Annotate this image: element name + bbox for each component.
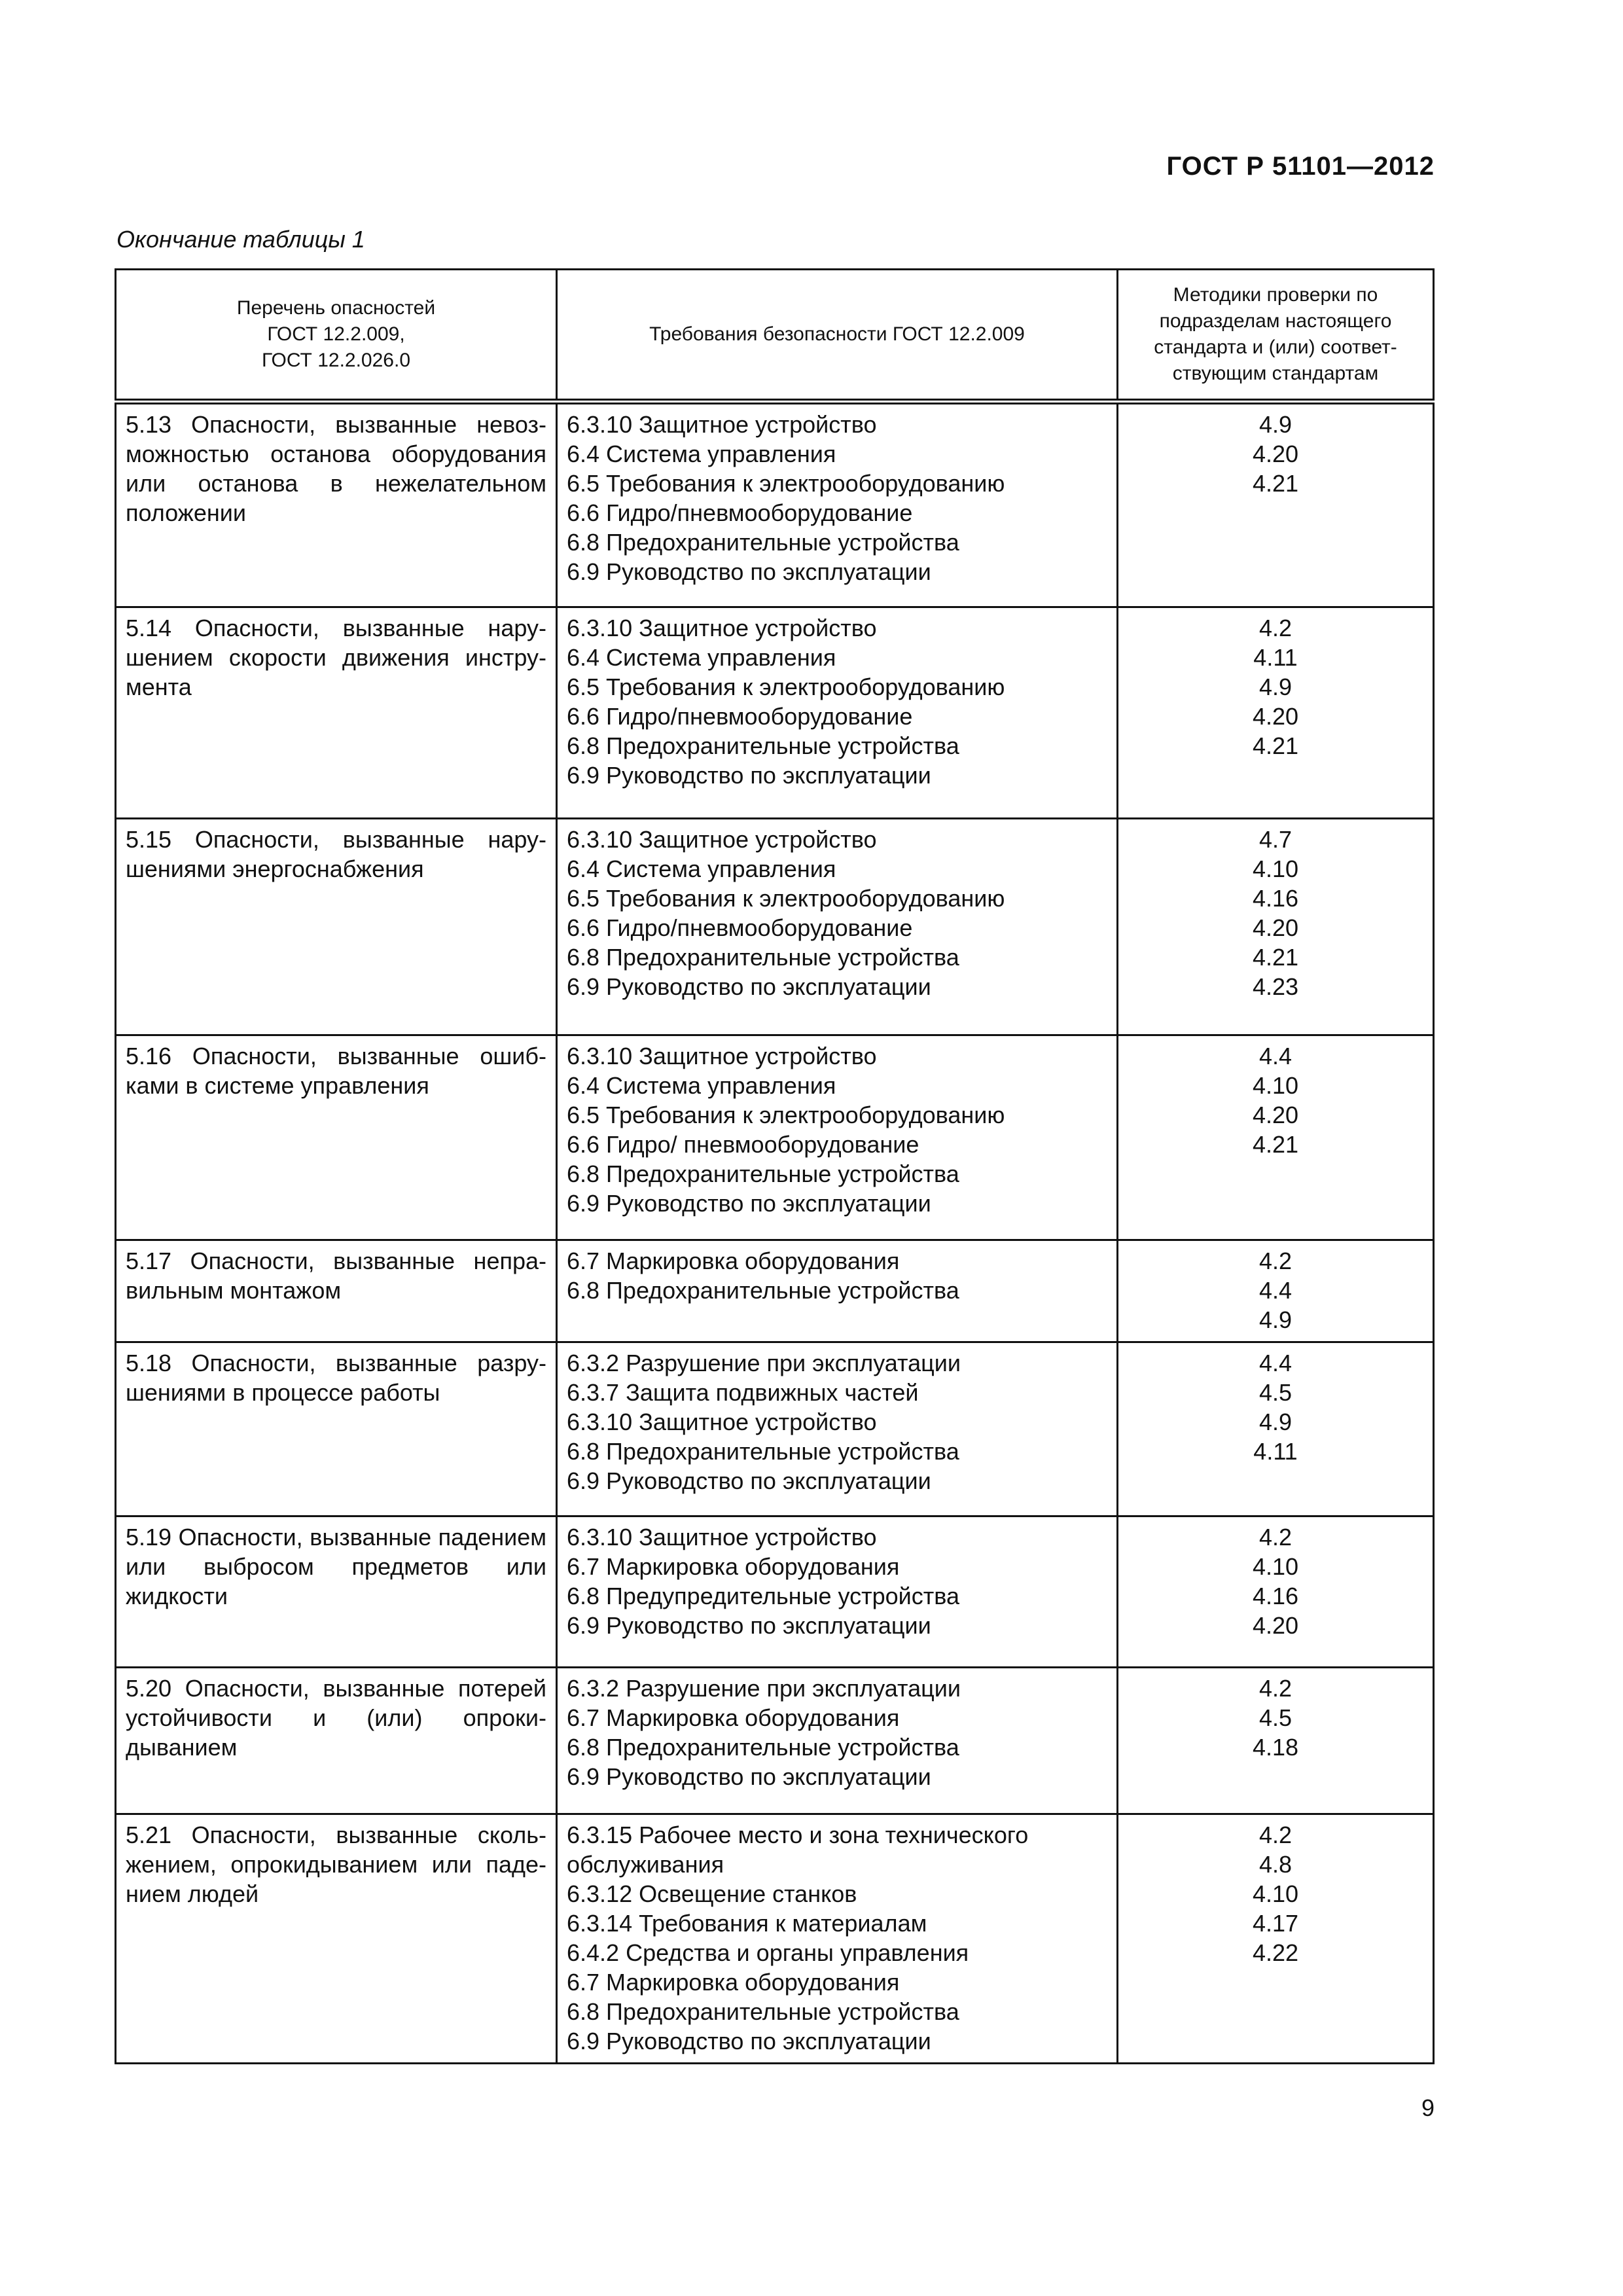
- requirement-item: 6.3.10 Защитное устройство: [567, 615, 877, 641]
- hazard-cell: 5.13 Опасности, вызванные невозможностью останова оборудования или останова в нежелательном положении: [116, 402, 557, 607]
- requirement-item: 6.4 Система управления: [567, 644, 836, 671]
- requirement-item: 6.7 Маркировка оборудования: [567, 1247, 900, 1274]
- requirements-cell: [557, 1516, 1118, 1668]
- hazard-cell: 5.20 Опасности, вызванные потерей устойчивости и (или) опрокидыванием: [116, 1668, 557, 1814]
- table-row: [116, 1035, 1434, 1240]
- requirements-cell: [557, 1668, 1118, 1814]
- requirement-item: 6.7 Маркировка оборудования: [567, 1969, 900, 1996]
- method-item: 4.9: [1258, 411, 1293, 438]
- methods-cell: [1118, 1668, 1434, 1814]
- table-row: [116, 819, 1434, 1035]
- method-item: 4.22: [1252, 1939, 1299, 1966]
- methods-cell: [1118, 607, 1434, 819]
- header-line: Перечень опасностей: [236, 297, 436, 319]
- table-row: [116, 1240, 1434, 1342]
- requirement-item: 6.8 Предохранительные устройства: [567, 529, 959, 556]
- method-item: 4.21: [1252, 944, 1299, 971]
- requirement-item: 6.8 Предохранительные устройства: [567, 1734, 959, 1761]
- header-line: ствующим стандартам: [1172, 363, 1379, 384]
- method-item: 4.4: [1258, 1350, 1293, 1376]
- method-item: 4.21: [1252, 732, 1299, 759]
- header-hazard-list: [116, 270, 557, 402]
- table-row: [116, 402, 1434, 607]
- requirement-item: 6.8 Предохранительные устройства: [567, 1998, 959, 2025]
- method-item: 4.5: [1258, 1379, 1293, 1406]
- document-code: ГОСТ Р 51101—2012: [1166, 152, 1435, 181]
- requirement-item: 6.5 Требования к электрооборудованию: [567, 673, 1005, 700]
- requirement-item: 6.9 Руководство по эксплуатации: [567, 2028, 931, 2054]
- method-item: 4.10: [1252, 855, 1299, 882]
- requirement-item: 6.7 Маркировка оборудования: [567, 1704, 900, 1731]
- requirement-item: 6.8 Предохранительные устройства: [567, 1160, 959, 1187]
- method-item: 4.2: [1258, 1247, 1293, 1274]
- method-item: 4.10: [1252, 1072, 1299, 1099]
- method-item: 4.20: [1252, 440, 1299, 467]
- requirements-cell: [557, 819, 1118, 1035]
- hazard-cell: 5.21 Опасности, вызванные скольжением, опрокидыванием или падением людей: [116, 1814, 557, 2064]
- requirement-item: 6.3.10 Защитное устройство: [567, 1408, 877, 1435]
- method-item: 4.9: [1258, 1306, 1293, 1333]
- requirements-cell: [557, 1814, 1118, 2064]
- requirement-item: 6.3.10 Защитное устройство: [567, 411, 877, 438]
- requirement-item: 6.3.10 Защитное устройство: [567, 1524, 877, 1551]
- requirement-item: 6.9 Руководство по эксплуатации: [567, 762, 931, 789]
- requirements-cell: [557, 402, 1118, 607]
- requirement-item: 6.8 Предохранительные устройства: [567, 944, 959, 971]
- requirements-cell: [557, 607, 1118, 819]
- requirement-item: 6.4 Система управления: [567, 440, 836, 467]
- requirements-cell: [557, 1035, 1118, 1240]
- method-item: 4.10: [1252, 1553, 1299, 1580]
- method-item: 4.11: [1253, 644, 1298, 671]
- method-item: 4.4: [1258, 1043, 1293, 1069]
- requirement-item: 6.9 Руководство по эксплуатации: [567, 1612, 931, 1639]
- requirement-item: 6.9 Руководство по эксплуатации: [567, 1190, 931, 1217]
- method-item: 4.23: [1252, 973, 1299, 1000]
- table-row: [116, 1516, 1434, 1668]
- requirement-item: 6.8 Предохранительные устройства: [567, 732, 959, 759]
- requirement-item: 6.3.15 Рабочее место и зона технического обслуживания: [567, 1821, 1029, 1878]
- header-line: ГОСТ 12.2.009,: [267, 323, 405, 345]
- method-item: 4.21: [1252, 1131, 1299, 1158]
- method-item: 4.16: [1252, 1583, 1299, 1609]
- method-item: 4.2: [1258, 1675, 1293, 1702]
- requirement-item: 6.9 Руководство по эксплуатации: [567, 1763, 931, 1790]
- requirement-item: 6.4.2 Средства и органы управления: [567, 1939, 969, 1966]
- table-header-row: [116, 270, 1434, 402]
- requirement-item: 6.3.7 Защита подвижных частей: [567, 1379, 919, 1406]
- method-item: 4.5: [1258, 1704, 1293, 1731]
- requirement-item: 6.8 Предохранительные устройства: [567, 1438, 959, 1465]
- method-item: 4.11: [1253, 1438, 1298, 1465]
- method-item: 4.21: [1252, 470, 1299, 497]
- method-item: 4.2: [1258, 1821, 1293, 1848]
- methods-cell: [1118, 1035, 1434, 1240]
- header-line: стандарта и (или) соответ-: [1154, 336, 1397, 358]
- requirement-item: 6.3.2 Разрушение при эксплуатации: [567, 1350, 961, 1376]
- requirement-item: 6.3.10 Защитное устройство: [567, 826, 877, 853]
- hazard-table: [115, 268, 1435, 2064]
- requirement-item: 6.7 Маркировка оборудования: [567, 1553, 900, 1580]
- method-item: 4.20: [1252, 703, 1299, 730]
- requirement-item: 6.6 Гидро/пневмооборудование: [567, 499, 913, 526]
- method-item: 4.16: [1252, 885, 1299, 912]
- hazard-table-container: [115, 268, 1433, 2064]
- requirement-item: 6.5 Требования к электрооборудованию: [567, 885, 1005, 912]
- header-test-methods: [1118, 270, 1434, 402]
- requirement-item: 6.8 Предупредительные устройства: [567, 1583, 959, 1609]
- header-line: ГОСТ 12.2.026.0: [261, 350, 411, 371]
- requirement-item: 6.3.10 Защитное устройство: [567, 1043, 877, 1069]
- method-item: 4.10: [1252, 1880, 1299, 1907]
- requirement-item: 6.3.2 Разрушение при эксплуатации: [567, 1675, 961, 1702]
- hazard-cell: 5.15 Опасности, вызванные нарушениями энергоснабжения: [116, 819, 557, 1035]
- method-item: 4.7: [1258, 826, 1293, 853]
- page-number: 9: [1421, 2094, 1435, 2121]
- requirement-item: 6.3.12 Освещение станков: [567, 1880, 857, 1907]
- table-row: [116, 607, 1434, 819]
- table-caption: Окончание таблицы 1: [116, 226, 365, 253]
- methods-cell: [1118, 1516, 1434, 1668]
- requirement-item: 6.5 Требования к электрооборудованию: [567, 470, 1005, 497]
- method-item: 4.2: [1258, 1524, 1293, 1551]
- table-body: [116, 402, 1434, 2064]
- methods-cell: [1118, 1342, 1434, 1516]
- requirement-item: 6.5 Требования к электрооборудованию: [567, 1102, 1005, 1128]
- method-item: 4.9: [1258, 1408, 1293, 1435]
- method-item: 4.8: [1258, 1851, 1293, 1878]
- table-row: [116, 1342, 1434, 1516]
- hazard-cell: 5.17 Опасности, вызванные неправильным монтажом: [116, 1240, 557, 1342]
- methods-cell: [1118, 1814, 1434, 2064]
- requirements-cell: [557, 1342, 1118, 1516]
- requirement-item: 6.4 Система управления: [567, 855, 836, 882]
- requirements-cell: [557, 1240, 1118, 1342]
- hazard-cell: 5.19 Опасности, вызванные падением или выбросом предметов или жидкости: [116, 1516, 557, 1668]
- requirement-item: 6.6 Гидро/ пневмооборудование: [567, 1131, 919, 1158]
- table-row: [116, 1668, 1434, 1814]
- method-item: 4.17: [1252, 1910, 1299, 1937]
- hazard-cell: 5.18 Опасности, вызванные разрушениями в процессе работы: [116, 1342, 557, 1516]
- requirement-item: 6.8 Предохранительные устройства: [567, 1277, 959, 1304]
- hazard-cell: 5.14 Опасности, вызванные нарушением скорости движения инструмента: [116, 607, 557, 819]
- requirement-item: 6.9 Руководство по эксплуатации: [567, 973, 931, 1000]
- hazard-cell: 5.16 Опасности, вызванные ошибками в системе управления: [116, 1035, 557, 1240]
- method-item: 4.20: [1252, 1612, 1299, 1639]
- header-line: Требования безопасности ГОСТ 12.2.009: [649, 323, 1025, 345]
- header-line: Методики проверки по: [1173, 284, 1378, 306]
- header-safety-requirements: [557, 270, 1118, 402]
- method-item: 4.4: [1258, 1277, 1293, 1304]
- methods-cell: [1118, 402, 1434, 607]
- methods-cell: [1118, 819, 1434, 1035]
- method-item: 4.9: [1258, 673, 1293, 700]
- requirement-item: 6.4 Система управления: [567, 1072, 836, 1099]
- method-item: 4.2: [1258, 615, 1293, 641]
- method-item: 4.18: [1252, 1734, 1299, 1761]
- table-row: [116, 1814, 1434, 2064]
- method-item: 4.20: [1252, 914, 1299, 941]
- requirement-item: 6.6 Гидро/пневмооборудование: [567, 914, 913, 941]
- requirement-item: 6.9 Руководство по эксплуатации: [567, 558, 931, 585]
- header-line: подразделам настоящего: [1159, 310, 1392, 332]
- methods-cell: [1118, 1240, 1434, 1342]
- requirement-item: 6.9 Руководство по эксплуатации: [567, 1467, 931, 1494]
- requirement-item: 6.3.14 Требования к материалам: [567, 1910, 927, 1937]
- method-item: 4.20: [1252, 1102, 1299, 1128]
- requirement-item: 6.6 Гидро/пневмооборудование: [567, 703, 913, 730]
